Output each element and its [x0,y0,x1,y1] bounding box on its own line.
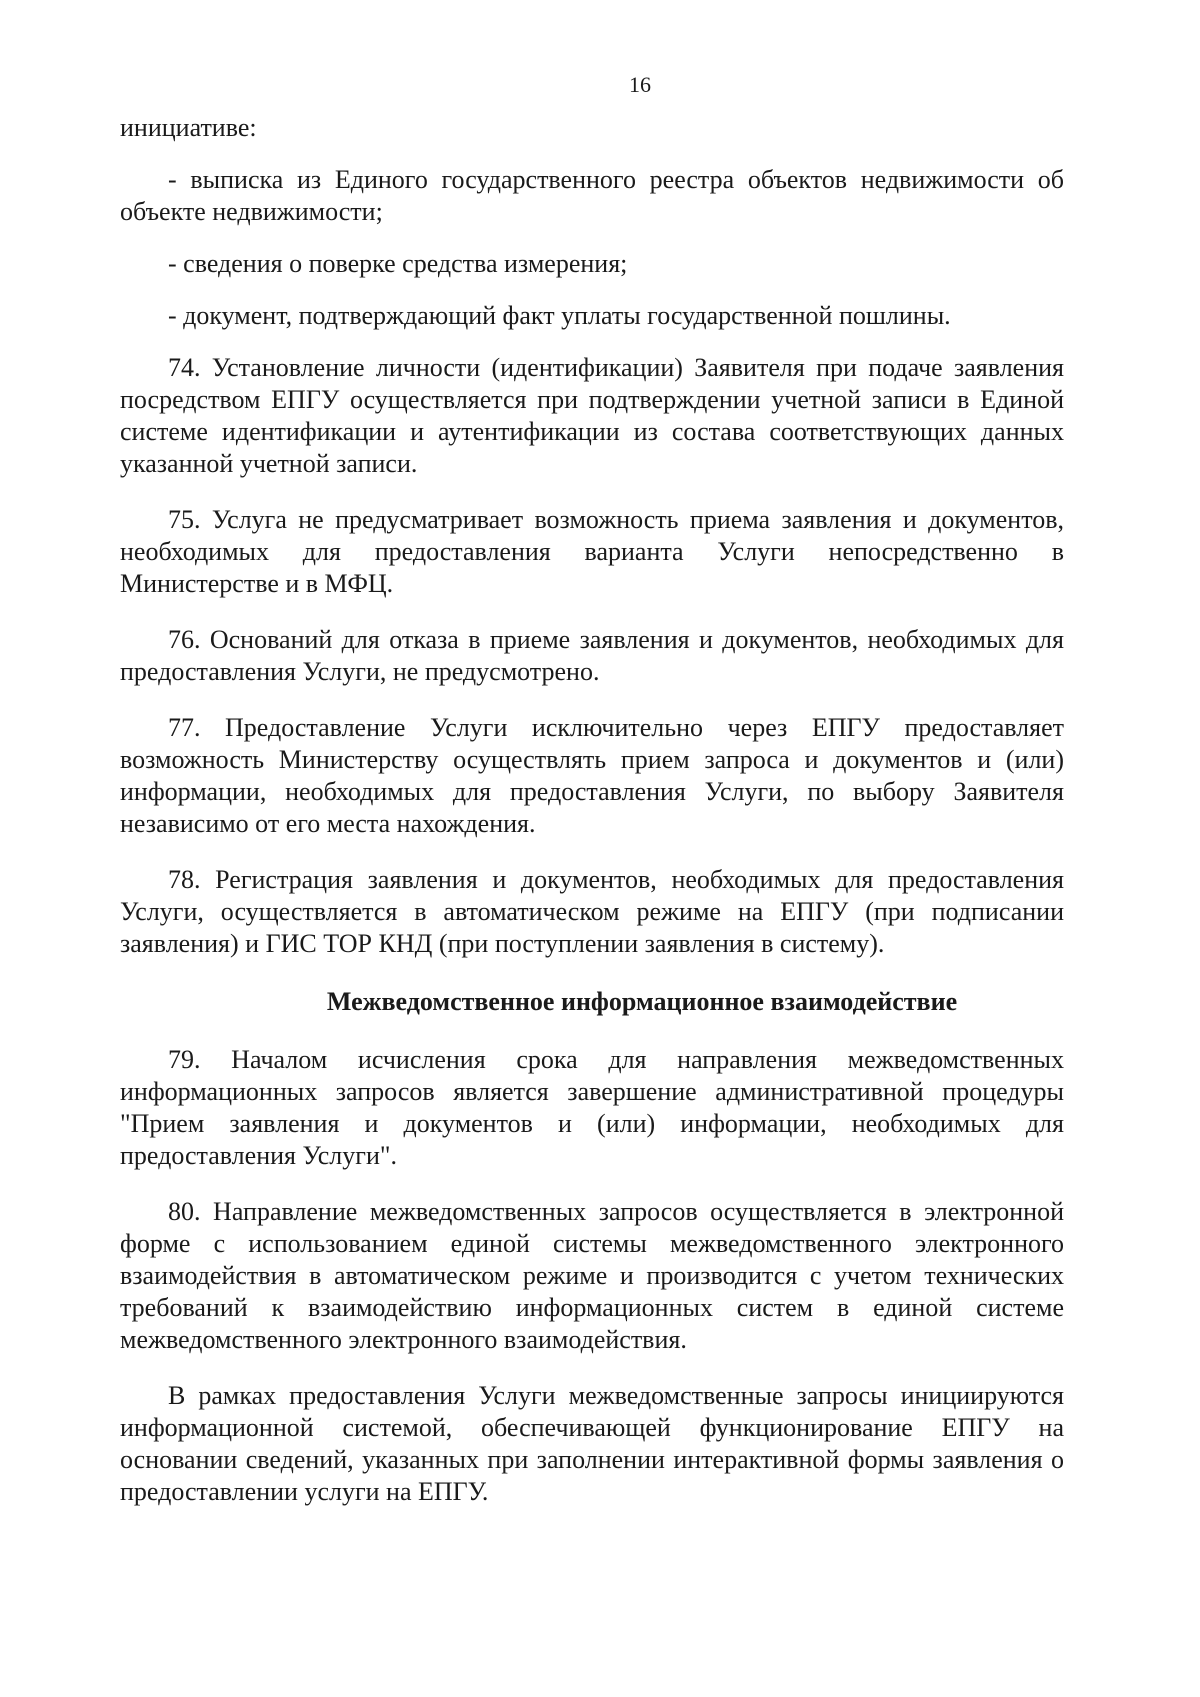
paragraph-77: 77. Предоставление Услуги исключительно через ЕПГУ предоставляет возможность Министерству осуществлять прием запроса и документов и (или) информации, необходимых для предоставления Услуги, по выбору Заявителя независимо от его места нахождения. [120,713,1064,838]
paragraph-74: 74. Установление личности (идентификации) Заявителя при подаче заявления посредством ЕПГУ осуществляется при подтверждении учетной записи в Единой системе идентификации и аутентификации из состава соответствующих данных указанной учетной записи. [120,353,1064,478]
paragraph-79: 79. Началом исчисления срока для направления межведомственных информационных запросов является завершение административной процедуры "Прием заявления и документов и (или) информации, необходимых для предоставления Услуги". [120,1045,1064,1170]
list-item-fee-payment: - документ, подтверждающий факт уплаты государственной пошлины. [168,301,951,330]
paragraph-interagency-requests: В рамках предоставления Услуги межведомственные запросы инициируются информационной системой, обеспечивающей функционирование ЕПГУ на основании сведений, указанных при заполнении интерактивной формы заявления о предоставлении услуги на ЕПГУ. [120,1381,1064,1506]
paragraph-75: 75. Услуга не предусматривает возможность приема заявления и документов, необходимых для предоставления варианта Услуги непосредственно в Министерстве и в МФЦ. [120,505,1064,598]
paragraph-80: 80. Направление межведомственных запросов осуществляется в электронной форме с использованием единой системы межведомственного электронного взаимодействия в автоматическом режиме и производится с учетом технических требований к взаимодействию информационных систем в единой системе межведомственного электронного взаимодействия. [120,1197,1064,1354]
list-item-egrn-extract: - выписка из Единого государственного реестра объектов недвижимости об объекте недвижимости; [120,165,1064,226]
paragraph-continuation: инициативе: [120,113,257,142]
page-number: 16 [629,72,651,97]
paragraph-76: 76. Оснований для отказа в приеме заявления и документов, необходимых для предоставления Услуги, не предусмотрено. [120,625,1064,686]
document-body [120,112,1064,1532]
paragraph-78: 78. Регистрация заявления и документов, необходимых для предоставления Услуги, осуществляется в автоматическом режиме на ЕПГУ (при подписании заявления) и ГИС ТОР КНД (при поступлении заявления в систему). [120,865,1064,958]
list-item-verification-info: - сведения о поверке средства измерения; [168,249,628,278]
section-heading: Межведомственное информационное взаимодействие [326,987,958,1016]
